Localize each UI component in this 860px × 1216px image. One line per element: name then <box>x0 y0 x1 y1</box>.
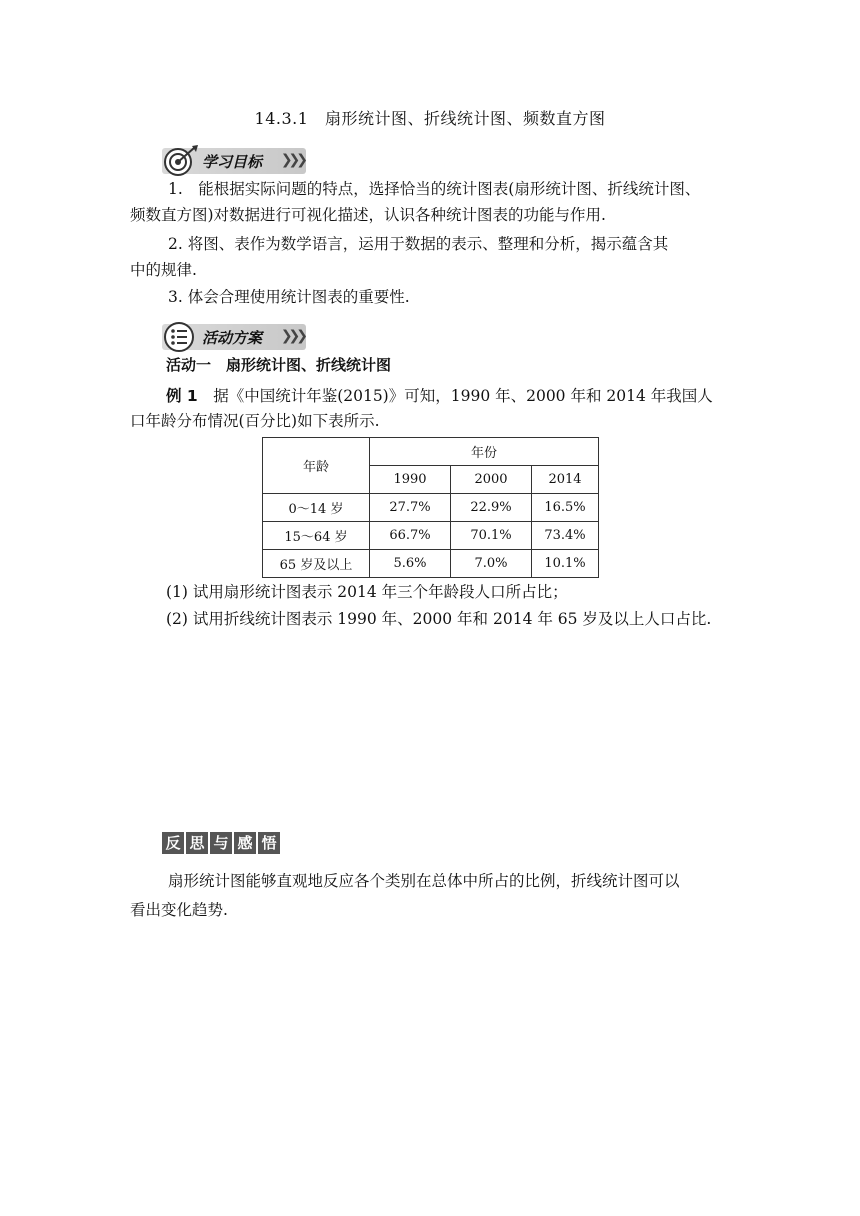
chevrons-icon: ❯❯❯ <box>280 328 305 344</box>
age-cell: 0～14 岁 <box>263 494 370 522</box>
reflection-char: 感 <box>234 832 256 854</box>
goals-banner <box>162 148 306 178</box>
reflection-char: 悟 <box>258 832 280 854</box>
age-header: 年龄 <box>263 438 370 494</box>
table-row <box>263 494 599 522</box>
activity-banner-label: 活动方案 <box>202 328 263 347</box>
value-cell: 66.7% <box>370 522 451 550</box>
page-title: 14.3.1 扇形统计图、折线统计图、频数直方图 <box>254 109 606 128</box>
reflection-text-cont: 看出变化趋势. <box>130 901 228 919</box>
reflection-char: 与 <box>210 832 232 854</box>
value-cell: 22.9% <box>451 494 532 522</box>
example-1-cont: 口年龄分布情况(百分比)如下表所示. <box>130 412 380 430</box>
value-cell: 5.6% <box>370 550 451 578</box>
table-row <box>263 550 599 578</box>
question-2: (2) 试用折线统计图表示 1990 年、2000 年和 2014 年 65 岁及以上人口占比. <box>166 610 712 628</box>
value-cell: 73.4% <box>532 522 599 550</box>
list-icon <box>162 320 200 358</box>
age-cell: 65 岁及以上 <box>263 550 370 578</box>
example-1 <box>166 384 746 408</box>
reflection-char: 思 <box>186 832 208 854</box>
age-distribution-table <box>262 437 599 578</box>
value-cell: 70.1% <box>451 522 532 550</box>
year-header: 年份 <box>370 438 599 466</box>
activity-title: 活动一 扇形统计图、折线统计图 <box>166 356 392 374</box>
reflection-text: 扇形统计图能够直观地反应各个类别在总体中所占的比例，折线统计图可以 <box>168 872 680 890</box>
age-cell: 15～64 岁 <box>263 522 370 550</box>
value-cell: 10.1% <box>532 550 599 578</box>
goal-1-cont: 频数直方图)对数据进行可视化描述，认识各种统计图表的功能与作用. <box>130 206 606 224</box>
reflection-char: 反 <box>162 832 184 854</box>
reflection-banner <box>162 832 280 854</box>
value-cell: 27.7% <box>370 494 451 522</box>
goal-2-cont: 中的规律. <box>130 261 197 279</box>
year-cell: 2000 <box>451 466 532 494</box>
goals-banner-label: 学习目标 <box>202 152 263 171</box>
table-header-row <box>263 438 599 466</box>
example-label: 例 1 <box>166 387 198 405</box>
chevrons-icon: ❯❯❯ <box>280 152 305 168</box>
value-cell: 16.5% <box>532 494 599 522</box>
value-cell: 7.0% <box>451 550 532 578</box>
goal-3: 3. 体会合理使用统计图表的重要性. <box>168 288 410 306</box>
year-cell: 2014 <box>532 466 599 494</box>
goal-1: 1. 能根据实际问题的特点，选择恰当的统计图表(扇形统计图、折线统计图、 <box>168 180 701 198</box>
table-row <box>263 522 599 550</box>
question-1: (1) 试用扇形统计图表示 2014 年三个年龄段人口所占比； <box>166 583 568 601</box>
activity-banner <box>162 324 306 354</box>
goal-2: 2. 将图、表作为数学语言，运用于数据的表示、整理和分析，揭示蕴含其 <box>168 235 669 253</box>
year-cell: 1990 <box>370 466 451 494</box>
example-text: 据《中国统计年鉴(2015)》可知，1990 年、2000 年和 2014 年我国人 <box>197 387 713 405</box>
